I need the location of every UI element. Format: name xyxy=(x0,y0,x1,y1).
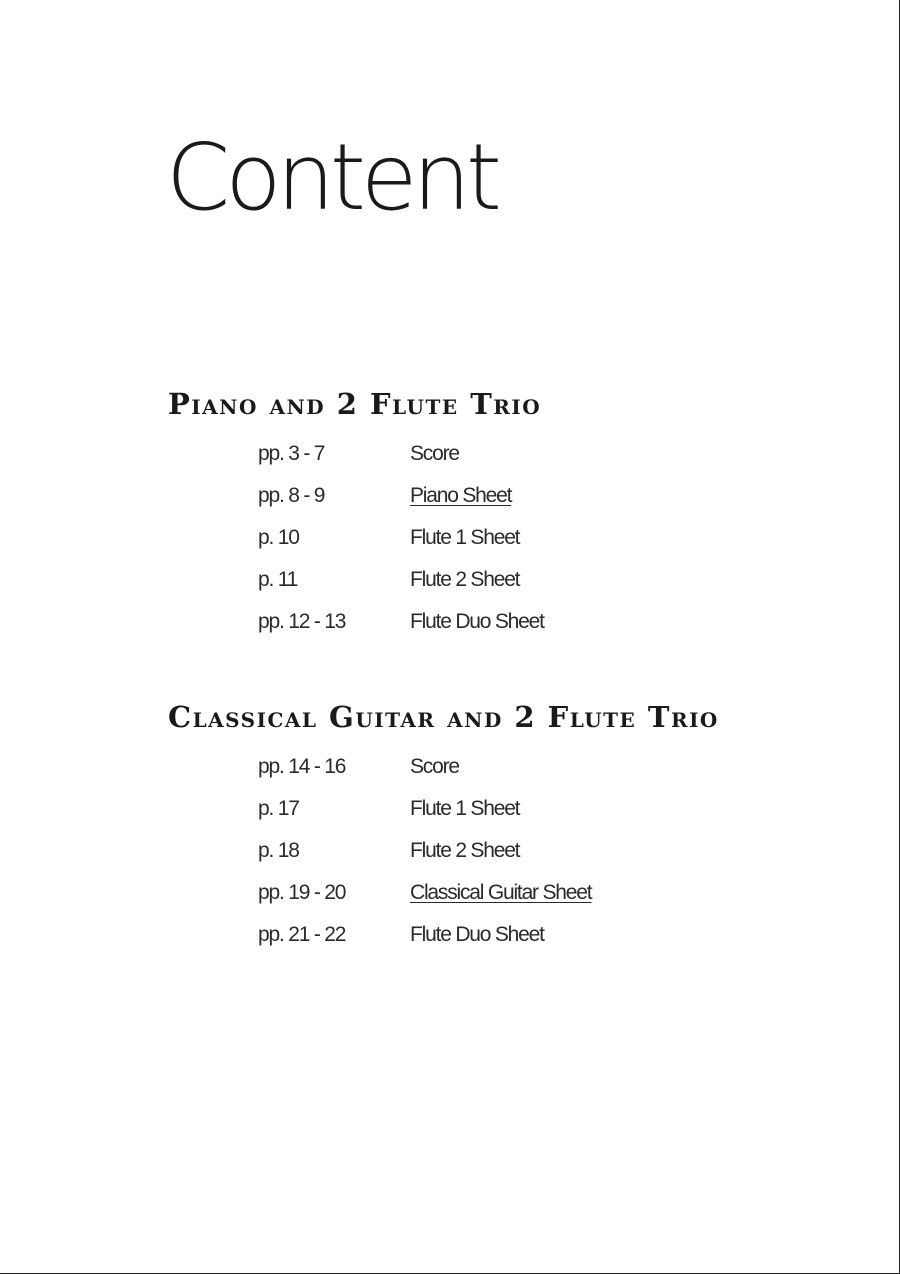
toc-page-range: pp. 19 - 20 xyxy=(258,881,346,904)
toc-list xyxy=(258,746,719,956)
toc-page-range: pp. 14 - 16 xyxy=(258,755,346,778)
toc-entry-title: Flute 2 Sheet xyxy=(410,839,520,862)
section-heading: Classical Guitar and 2 Flute Trio xyxy=(168,700,719,734)
toc-entry xyxy=(258,517,541,559)
toc-page-range: pp. 3 - 7 xyxy=(258,442,325,465)
toc-entry xyxy=(258,475,541,517)
section-piano-trio xyxy=(168,387,544,643)
section-guitar-trio xyxy=(168,700,719,956)
toc-entry-title: Score xyxy=(410,755,459,778)
toc-page-range: pp. 12 - 13 xyxy=(258,610,346,633)
toc-entry xyxy=(258,746,719,788)
toc-entry xyxy=(258,872,719,914)
toc-list xyxy=(258,433,544,643)
toc-page-range: p. 10 xyxy=(258,526,299,549)
toc-page-range: pp. 21 - 22 xyxy=(258,923,346,946)
page-title: Content xyxy=(166,124,497,231)
toc-entry-title: Flute Duo Sheet xyxy=(410,923,544,946)
toc-entry-title: Flute 1 Sheet xyxy=(410,526,520,549)
toc-page-range: p. 17 xyxy=(258,797,299,820)
toc-entry-title: Flute 1 Sheet xyxy=(410,797,520,820)
toc-entry-title: Flute 2 Sheet xyxy=(410,568,520,591)
section-heading: Piano and 2 Flute Trio xyxy=(168,387,542,421)
classical-guitar-sheet-link[interactable]: Classical Guitar Sheet xyxy=(410,881,592,904)
toc-entry xyxy=(258,830,719,872)
toc-entry xyxy=(258,914,719,956)
toc-page-range: p. 18 xyxy=(258,839,299,862)
toc-entry xyxy=(258,433,541,475)
toc-page-range: pp. 8 - 9 xyxy=(258,484,325,507)
toc-entry xyxy=(258,601,544,643)
piano-sheet-link[interactable]: Piano Sheet xyxy=(410,484,512,507)
toc-page-range: p. 11 xyxy=(258,568,298,591)
toc-entry-title: Score xyxy=(410,442,459,465)
toc-entry xyxy=(258,559,541,601)
toc-entry-title: Flute Duo Sheet xyxy=(410,610,544,633)
toc-entry xyxy=(258,788,719,830)
